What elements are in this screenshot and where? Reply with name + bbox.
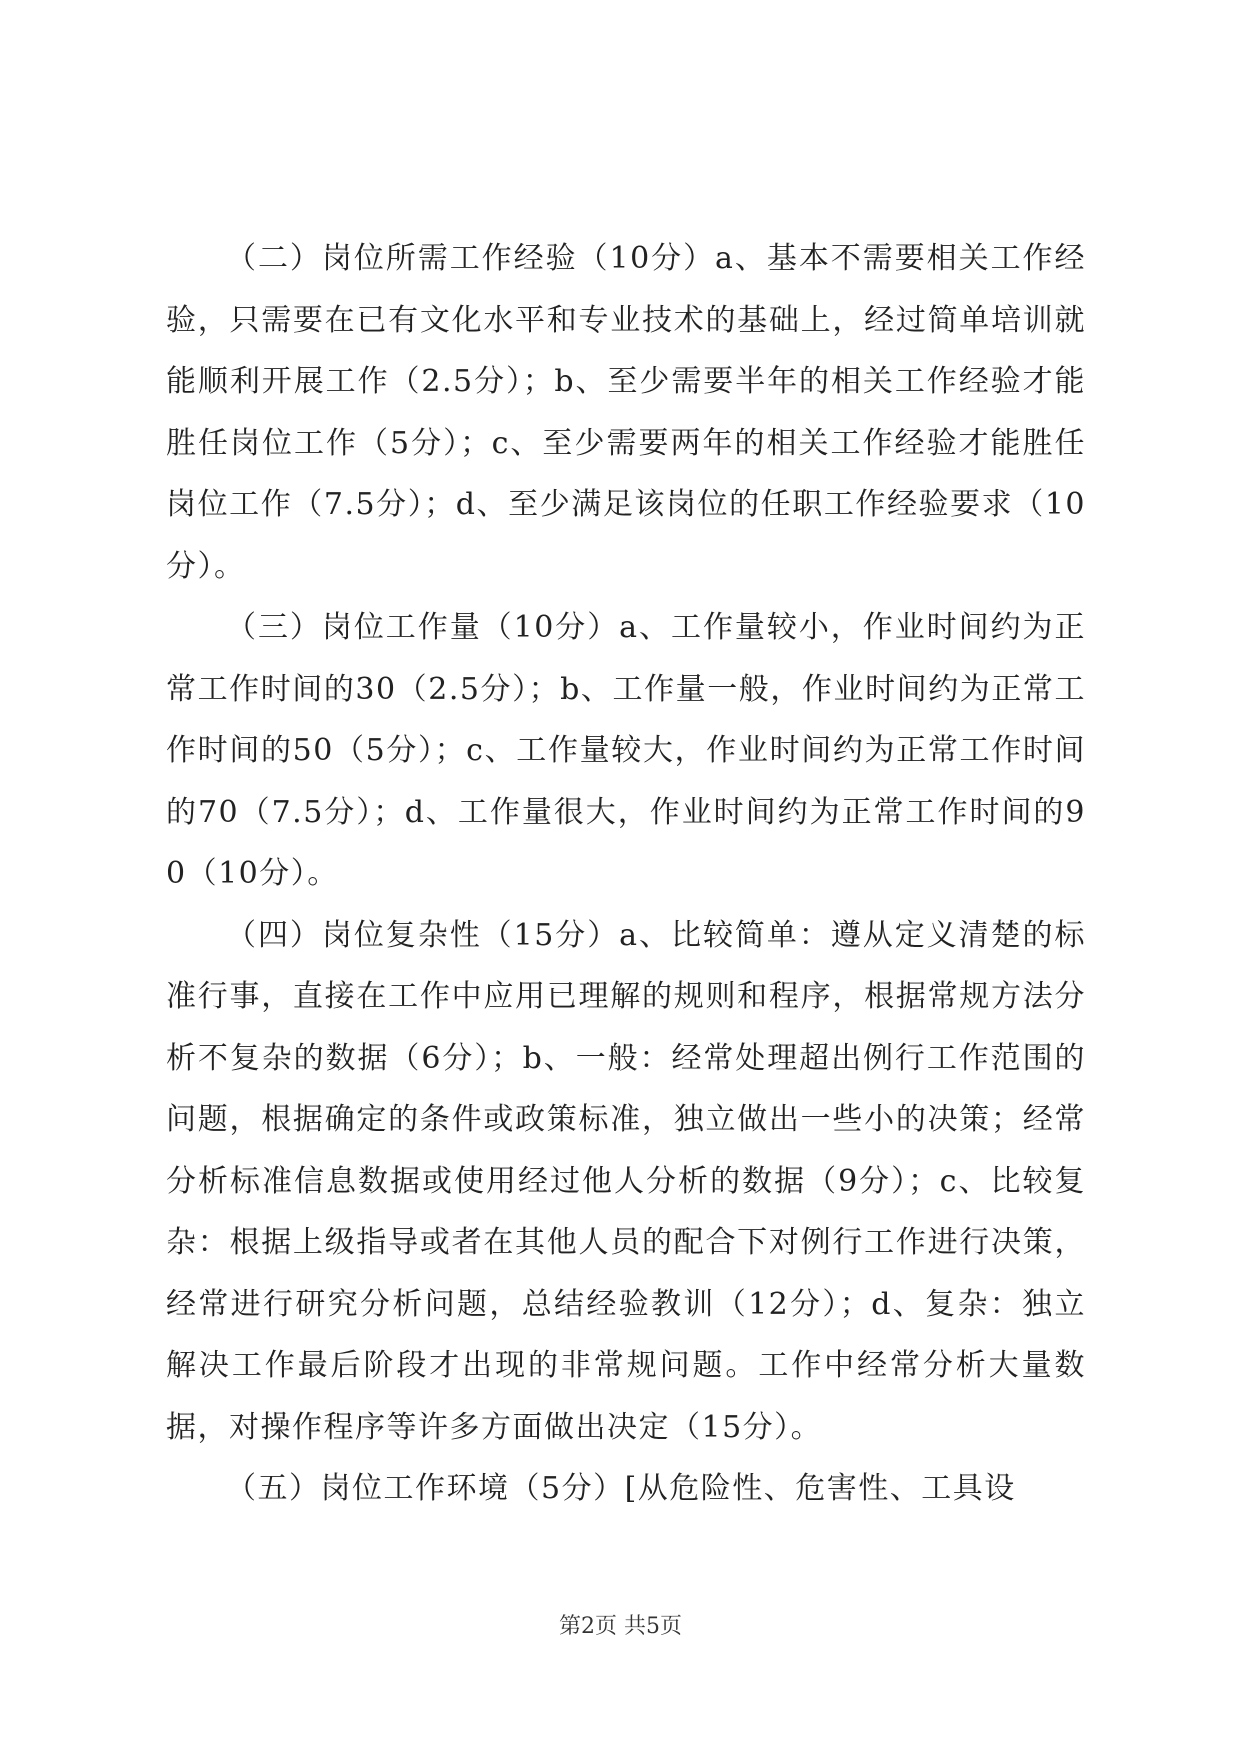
paragraph-complexity: （四）岗位复杂性（15分）a、比较简单：遵从定义清楚的标准行事，直接在工作中应用已理解的规则和程序，根据常规方法分析不复杂的数据（6分）；b、一般：经常处理超出例行工作范围的问题，根据确定的条件或政策标准，独立做出一些小的决策；经常分析标准信息数据或使用经过他人分析的数据（9分）；c、比较复杂：根据上级指导或者在其他人员的配合下对例行工作进行决策，经常进行研究分析问题，总结经验教训（12分）；d、复杂：独立解决工作最后阶段才出现的非常规问题。工作中经常分析大量数据，对操作程序等许多方面做出决定（15分）。 (166, 917, 1086, 1445)
page-footer: 第2页 共5页 (559, 1614, 682, 1639)
paragraph-workload: （三）岗位工作量（10分）a、工作量较小，作业时间约为正常工作时间的30（2.5分）；b、工作量一般，作业时间约为正常工作时间的50（5分）；c、工作量较大，作业时间约为正常工作时间的70（7.5分）；d、工作量很大，作业时间约为正常工作时间的90（10分）。 (166, 610, 1086, 891)
document-body (166, 228, 1086, 1520)
paragraph-work-environment: （五）岗位工作环境（5分）[从危险性、危害性、工具设 (226, 1471, 1016, 1506)
paragraph-work-experience: （二）岗位所需工作经验（10分）a、基本不需要相关工作经验，只需要在已有文化水平和专业技术的基础上，经过简单培训就能顺利开展工作（2.5分）；b、至少需要半年的相关工作经验才能胜任岗位工作（5分）；c、至少需要两年的相关工作经验才能胜任岗位工作（7.5分）；d、至少满足该岗位的任职工作经验要求（10分）。 (166, 241, 1086, 584)
